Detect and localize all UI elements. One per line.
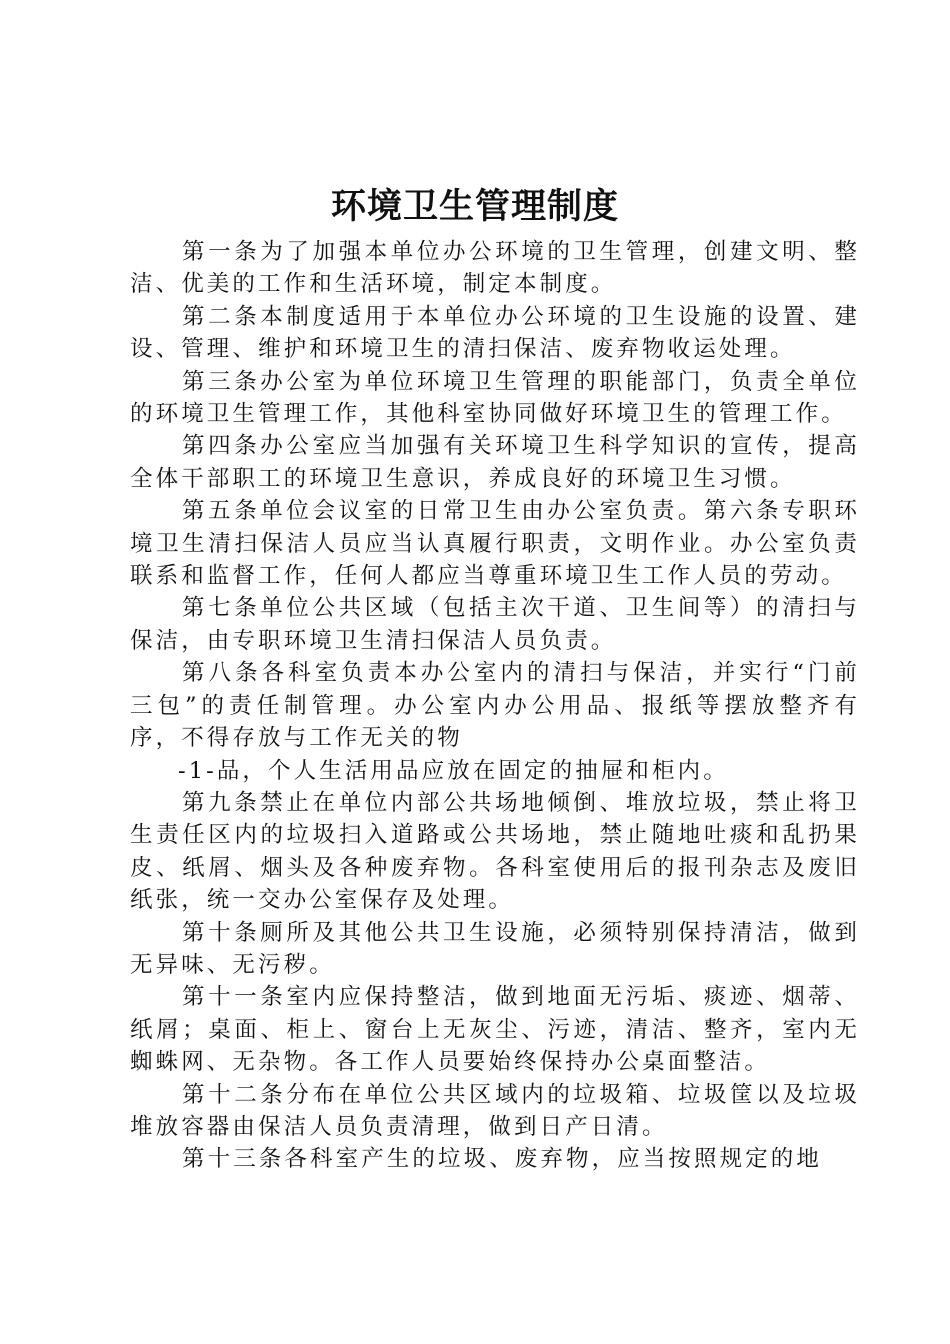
article-3: 第三条办公室为单位环境卫生管理的职能部门，负责全单位的环境卫生管理工作，其他科室协同做好环境卫生的管理工作。 (130, 368, 860, 428)
article-2: 第二条本制度适用于本单位办公环境的卫生设施的设置、建设、管理、维护和环境卫生的清扫保洁、废弃物收运处理。 (130, 303, 860, 363)
article-11: 第十一条室内应保持整洁，做到地面无污垢、痰迹、烟蒂、纸屑；桌面、柜上、窗台上无灰尘、污迹，清洁、整齐，室内无蜘蛛网、无杂物。各工作人员要始终保持办公桌面整洁。 (130, 984, 860, 1076)
article-10: 第十条厕所及其他公共卫生设施，必须特别保持清洁，做到无异味、无污秽。 (130, 919, 860, 978)
article-12: 第十二条分布在单位公共区域内的垃圾箱、垃圾筐以及垃圾堆放容器由保洁人员负责清理，做到日产日清。 (130, 1081, 860, 1140)
document-body (130, 236, 860, 1176)
article-9: 第九条禁止在单位内部公共场地倾倒、堆放垃圾，禁止将卫生责任区内的垃圾扫入道路或公共场地，禁止随地吐痰和乱扔果皮、纸屑、烟头及各种废弃物。各科室使用后的报刊杂志及废旧纸张，统一交办公室保存及处理。 (130, 789, 860, 914)
document-title: 环境卫生管理制度 (330, 186, 619, 227)
article-8-continuation: -1-品，个人生活用品应放在固定的抽屉和柜内。 (178, 757, 729, 784)
article-1: 第一条为了加强本单位办公环境的卫生管理，创建文明、整洁、优美的工作和生活环境，制定本制度。 (130, 239, 860, 298)
article-8: 第八条各科室负责本办公室内的清扫与保洁，并实行“门前三包”的责任制管理。办公室内办公用品、报纸等摆放整齐有序，不得存放与工作无关的物 (130, 660, 860, 752)
article-4: 第四条办公室应当加强有关环境卫生科学知识的宣传，提高全体干部职工的环境卫生意识，养成良好的环境卫生习惯。 (130, 433, 860, 492)
article-13: 第十三条各科室产生的垃圾、废弃物，应当按照规定的地 (182, 1146, 823, 1173)
article-7: 第七条单位公共区域（包括主次干道、卫生间等）的清扫与保洁，由专职环境卫生清扫保洁人员负责。 (130, 595, 860, 654)
article-5-6: 第五条单位会议室的日常卫生由办公室负责。第六条专职环境卫生清扫保洁人员应当认真履行职责，文明作业。办公室负责联系和监督工作，任何人都应当尊重环境卫生工作人员的劳动。 (130, 498, 860, 590)
